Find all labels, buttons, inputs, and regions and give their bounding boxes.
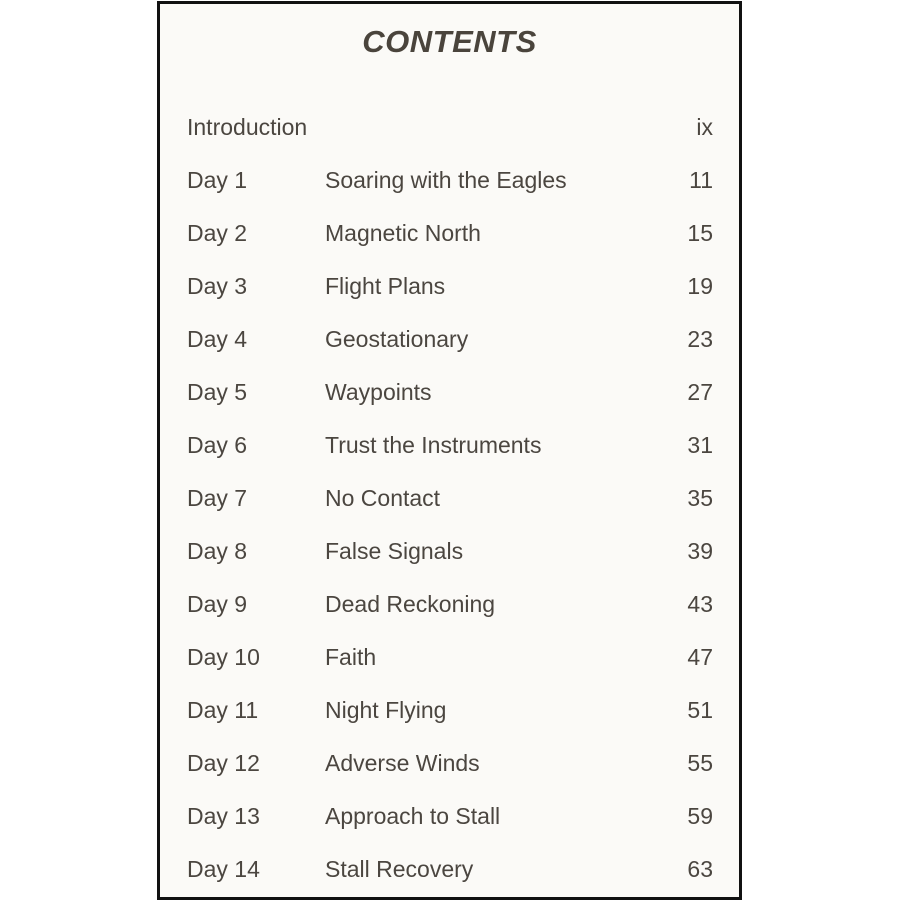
- entry-label: Day 7: [187, 485, 248, 511]
- entry-page-number: 15: [687, 220, 713, 246]
- entry-label: Day 14: [187, 856, 260, 882]
- entry-title: Trust the Instruments: [325, 432, 542, 458]
- entry-page-number: 39: [687, 538, 713, 564]
- entry-page-number: 43: [687, 591, 713, 617]
- entry-title: Soaring with the Eagles: [325, 167, 567, 193]
- toc-entry: [160, 372, 739, 412]
- entry-title: Magnetic North: [325, 220, 481, 246]
- entry-title: Approach to Stall: [325, 803, 501, 829]
- entry-title: Geostationary: [325, 326, 469, 352]
- toc-entry: [160, 690, 739, 730]
- entry-title: Night Flying: [325, 697, 447, 723]
- entry-title: Waypoints: [325, 379, 432, 405]
- entry-title: Dead Reckoning: [325, 591, 496, 617]
- entry-label: Day 8: [187, 538, 248, 564]
- toc-entry: [160, 743, 739, 783]
- toc-entry: [160, 478, 739, 518]
- entry-label: Introduction: [187, 114, 308, 140]
- book-page: [157, 1, 742, 900]
- toc-entry-introduction: [160, 107, 739, 147]
- entry-page-number: 59: [687, 803, 713, 829]
- toc-entry: [160, 849, 739, 889]
- entry-title: Adverse Winds: [325, 750, 480, 776]
- entry-page-number: 23: [687, 326, 713, 352]
- entry-label: Day 12: [187, 750, 260, 776]
- entry-label: Day 10: [187, 644, 260, 670]
- toc-entry: [160, 319, 739, 359]
- entry-label: Day 2: [187, 220, 248, 246]
- entry-label: Day 5: [187, 379, 248, 405]
- toc-entry: [160, 266, 739, 306]
- entry-page-number: 47: [687, 644, 713, 670]
- entry-label: Day 1: [187, 167, 248, 193]
- entry-label: Day 6: [187, 432, 248, 458]
- toc-entry: [160, 637, 739, 677]
- toc-entry: [160, 796, 739, 836]
- entry-page-number: 19: [687, 273, 713, 299]
- entry-title: Stall Recovery: [325, 856, 474, 882]
- entry-label: Day 13: [187, 803, 260, 829]
- entry-page-number: 51: [687, 697, 713, 723]
- entry-page-number: 55: [687, 750, 713, 776]
- entry-page-number: 63: [687, 856, 713, 882]
- entry-page-number: 35: [687, 485, 713, 511]
- toc-entry: [160, 425, 739, 465]
- entry-title: Flight Plans: [325, 273, 446, 299]
- entry-label: Day 11: [187, 697, 259, 723]
- toc-entry: [160, 160, 739, 200]
- entry-label: Day 4: [187, 326, 248, 352]
- entry-label: Day 3: [187, 273, 248, 299]
- entry-title: Faith: [325, 644, 377, 670]
- entry-title: False Signals: [325, 538, 464, 564]
- entry-page-number: 31: [687, 432, 713, 458]
- entry-page-number: ix: [696, 114, 713, 140]
- toc-entry: [160, 213, 739, 253]
- entry-title: No Contact: [325, 485, 441, 511]
- entry-page-number: 27: [687, 379, 713, 405]
- page-title: CONTENTS: [362, 24, 537, 59]
- toc-entry: [160, 531, 739, 571]
- toc-entry: [160, 584, 739, 624]
- entry-page-number: 11: [689, 167, 713, 193]
- entry-label: Day 9: [187, 591, 248, 617]
- table-of-contents: [160, 4, 739, 897]
